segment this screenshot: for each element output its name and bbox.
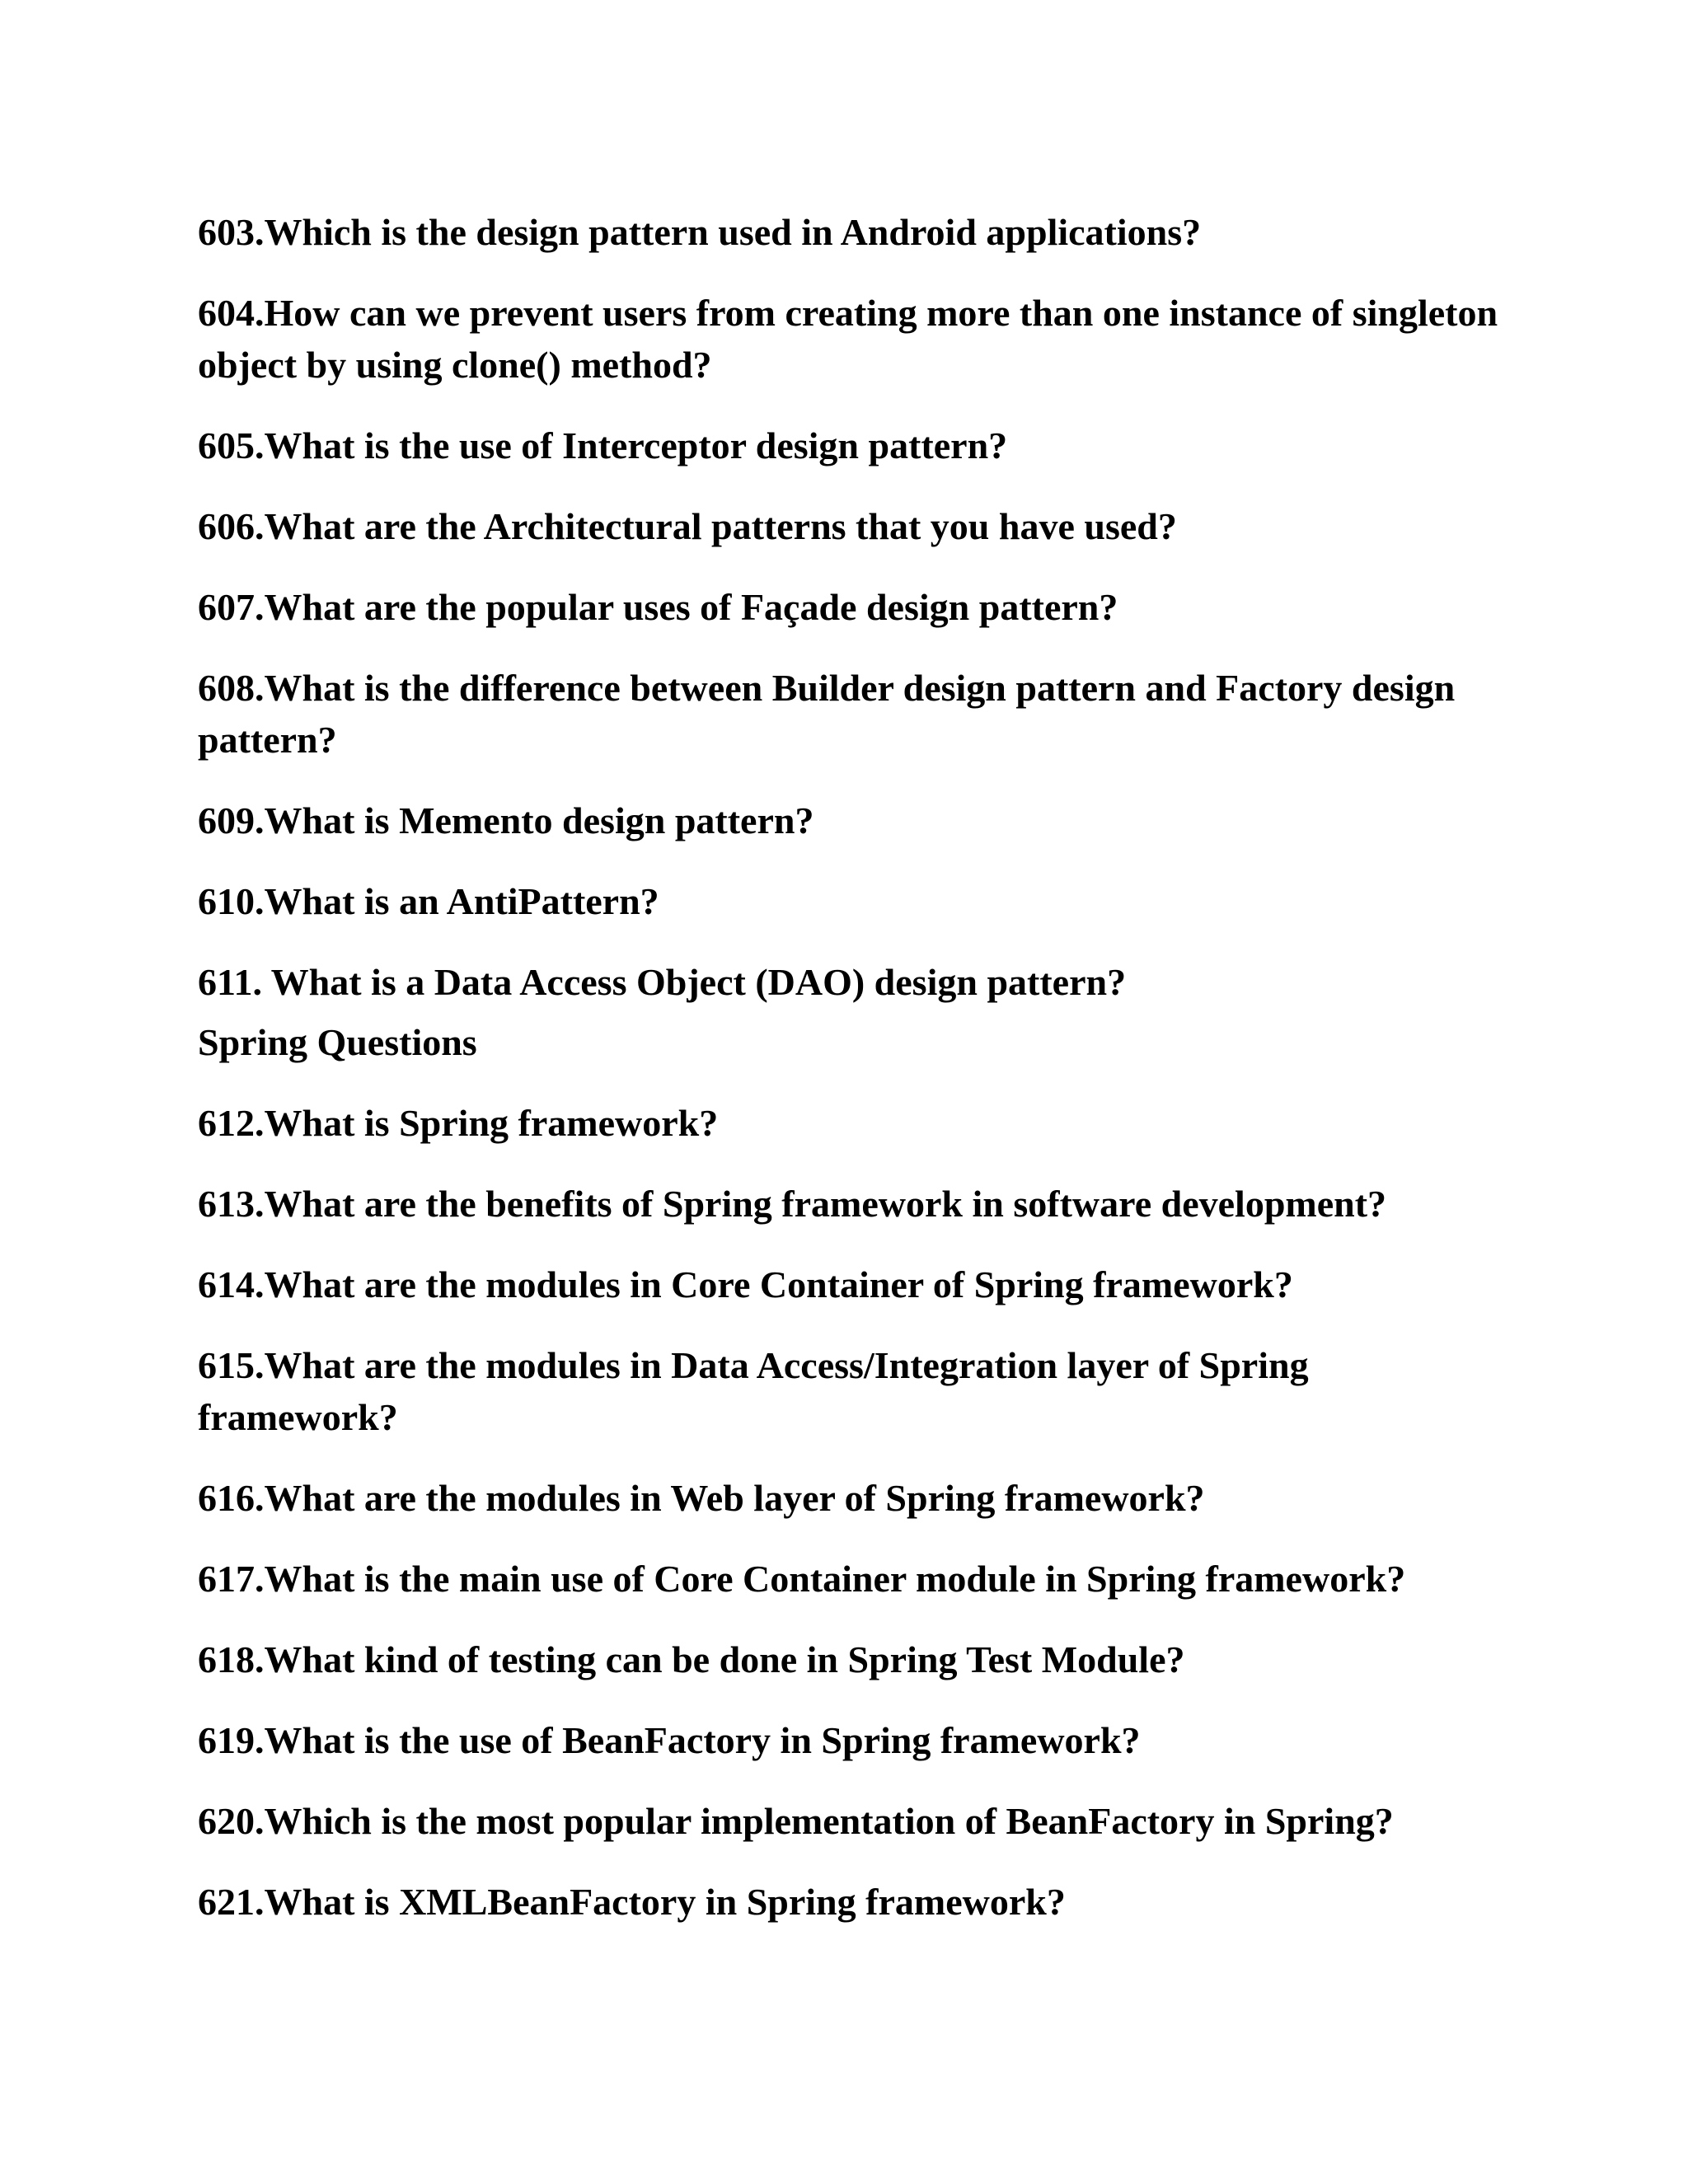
- question-616: 616.What are the modules in Web layer of Spring framework?: [198, 1477, 1205, 1519]
- question-620: 620.Which is the most popular implementation of BeanFactory in Spring?: [198, 1800, 1394, 1842]
- question-603: 603.Which is the design pattern used in Android applications?: [198, 211, 1202, 253]
- question-606: 606.What are the Architectural patterns that you have used?: [198, 505, 1177, 547]
- question-614: 614.What are the modules in Core Container of Spring framework?: [198, 1263, 1293, 1305]
- question-607: 607.What are the popular uses of Façade design pattern?: [198, 586, 1118, 628]
- question-604: 604.How can we prevent users from creating more than one instance of singleton object by using clone() method?: [198, 292, 1498, 386]
- question-619: 619.What is the use of BeanFactory in Spring framework?: [198, 1719, 1141, 1761]
- question-613: 613.What are the benefits of Spring framework in software development?: [198, 1183, 1387, 1225]
- question-621: 621.What is XMLBeanFactory in Spring framework?: [198, 1881, 1066, 1923]
- question-605: 605.What is the use of Interceptor design pattern?: [198, 424, 1008, 466]
- question-610: 610.What is an AntiPattern?: [198, 880, 659, 922]
- question-608: 608.What is the difference between Builder design pattern and Factory design pattern?: [198, 667, 1456, 761]
- question-list: [198, 206, 1500, 1957]
- question-618: 618.What kind of testing can be done in Spring Test Module?: [198, 1638, 1185, 1680]
- section-heading: Spring Questions: [198, 1021, 477, 1063]
- question-612: 612.What is Spring framework?: [198, 1102, 719, 1144]
- question-617: 617.What is the main use of Core Container module in Spring framework?: [198, 1558, 1406, 1600]
- question-615: 615.What are the modules in Data Access/Integration layer of Spring framework?: [198, 1344, 1309, 1438]
- question-611: 611. What is a Data Access Object (DAO) design pattern?: [198, 961, 1127, 1003]
- question-609: 609.What is Memento design pattern?: [198, 799, 814, 841]
